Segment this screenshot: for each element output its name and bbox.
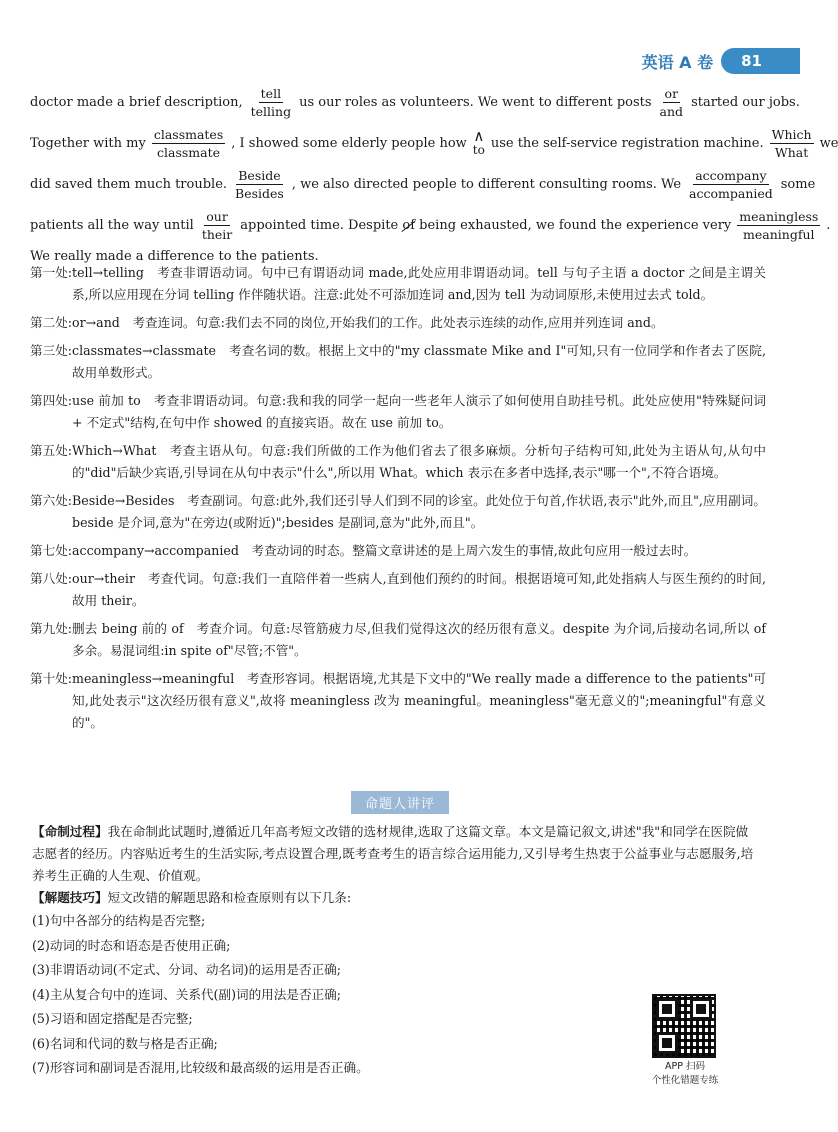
tip-item: (5)习语和固定搭配是否完整;	[32, 1011, 193, 1026]
correction-mark	[687, 168, 775, 201]
tip-item: (6)名词和代词的数与格是否正确;	[32, 1035, 218, 1051]
item-label: 第一处:	[30, 265, 73, 280]
correction-mark	[737, 209, 820, 242]
item-label: 第八处:	[30, 571, 73, 586]
passage-text: appointed time. Despite	[240, 217, 399, 233]
passage-line	[30, 164, 816, 205]
corrected-word: accompanied	[689, 186, 773, 201]
passage-text: being exhausted, we found the experience very	[419, 217, 732, 233]
corrected-word: classmate	[157, 145, 221, 160]
process-label: 【命制过程】	[32, 824, 108, 839]
passage-line	[30, 123, 838, 164]
tip-item: (4)主从复合句中的连词、关系代(副)词的用法是否正确;	[32, 986, 341, 1002]
item-text: Which→What 考查主语从句。句意:我们所做的工作为他们省去了很多麻烦。分析句子结构可知,此处为主语从句,从句中的"did"后缺少宾语,引导词在从句中表示"什么",所以用 What。which 表示在多者中选择,表示"哪一个",不符合语境。	[72, 443, 766, 480]
correction-mark	[658, 86, 686, 119]
item-label: 第五处:	[30, 443, 73, 458]
error-explanations	[30, 262, 766, 740]
original-word: Which	[771, 127, 812, 142]
original-word: accompany	[695, 168, 767, 183]
item-label: 第十处:	[30, 671, 73, 686]
explanation-item	[30, 262, 766, 306]
item-text: Beside→Besides 考查副词。句意:此外,我们还引导人们到不同的诊室。此处位于句首,作状语,表示"此外,而且",应用副词。beside 是介词,意为"在旁边(或附近)";besides 是副词,意为"此外,而且"。	[72, 493, 766, 530]
item-text: tell→telling 考查非谓语动词。句中已有谓语动词 made,此处应用非谓语动词。tell 与句子主语 a doctor 之间是主谓关系,所以应用现在分词 telling 作伴随状语。注意:此处不可添加连词 and,因为 tell 为动词原形,未使用过去式 told。	[72, 265, 766, 302]
explanation-item	[30, 540, 766, 562]
inserted-word: to	[472, 143, 485, 158]
tips-label: 【解题技巧】	[32, 890, 108, 905]
passage-text: , I showed some elderly people how	[231, 135, 467, 151]
correction-mark	[770, 127, 814, 160]
correction-mark	[200, 209, 234, 242]
passage-line	[30, 205, 831, 246]
passage-text: us our roles as volunteers. We went to different posts	[299, 94, 652, 110]
corrected-word: telling	[250, 104, 292, 119]
passage-text: patients all the way until	[30, 217, 194, 233]
page-number: 81	[721, 48, 800, 74]
original-word: or	[664, 86, 679, 101]
item-label: 第七处:	[30, 543, 73, 558]
item-label: 第二处:	[30, 315, 73, 330]
passage-text: did saved them much trouble.	[30, 176, 228, 192]
passage-text: use the self-service registration machine.	[490, 135, 764, 151]
original-word: Beside	[238, 168, 281, 183]
process-paragraph	[32, 821, 760, 887]
item-text: meaningless→meaningful 考查形容词。根据语境,尤其是下文中的"We really made a difference to the patients"可知,此处表示"这次经历很有意义",故将 meaningless 改为 meaningful。meaningless"毫无意义的";meaningful"有意义的"。	[72, 671, 766, 730]
corrected-word: their	[201, 227, 233, 242]
process-text: 我在命制此试题时,遵循近几年高考短文改错的选材规律,选取了这篇文章。本文是篇记叙文,讲述"我"和同学在医院做志愿者的经历。内容贴近考生的生活实际,考点设置合理,既考查考生的语言综合运用能力,又引导考生热衷于公益事业与志愿服务,培养考生正确的人生观、价值观。	[32, 824, 754, 883]
passage-text: Together with my	[30, 135, 146, 151]
item-label: 第三处:	[30, 343, 73, 358]
item-label: 第四处:	[30, 393, 73, 408]
qr-caption: 个性化错题专练	[651, 1075, 719, 1086]
tips-intro-text: 短文改错的解题思路和检查原则有以下几条:	[107, 890, 352, 905]
passage-text: doctor made a brief description,	[30, 94, 243, 110]
tip-item: (1)句中各部分的结构是否完整;	[32, 913, 206, 928]
original-word: our	[206, 209, 228, 224]
explanation-item	[30, 568, 766, 612]
qr-code-icon[interactable]	[652, 994, 716, 1058]
tip-item: (3)非谓语动词(不定式、分词、动名词)的运用是否正确;	[32, 962, 341, 977]
explanation-item	[30, 340, 766, 384]
tips-intro	[32, 887, 760, 909]
item-text: our→their 考查代词。句意:我们一直陪伴着一些病人,直到他们预约的时间。根据语境可知,此处指病人与医生预约的时间,故用 their。	[72, 571, 766, 608]
original-word: meaningless	[739, 209, 819, 224]
correction-mark	[152, 127, 225, 160]
item-text: 删去 being 前的 of 考查介词。句意:尽管筋疲力尽,但我们觉得这次的经历很有意义。despite 为介词,后接动名词,所以 of 多余。易混词组:in spite of"尽管;不管"。	[72, 621, 766, 658]
passage-text: started our jobs.	[691, 94, 800, 110]
passage-text: We really made a difference to the patients.	[30, 249, 319, 265]
corrected-word: and	[659, 104, 684, 119]
explanation-item	[30, 618, 766, 662]
item-text: use 前加 to 考查非谓语动词。句意:我和我的同学一起向一些老年人演示了如何使用自助挂号机。此处应使用"特殊疑问词 + 不定式"结构,在句中作 showed 的直接宾语。故在 use 前加 to。	[72, 393, 766, 430]
commentary-section	[32, 821, 760, 1081]
page-header	[642, 46, 800, 76]
item-text: or→and 考查连词。句意:我们去不同的岗位,开始我们的工作。此处表示连续的动作,应用并列连词 and。	[72, 315, 664, 330]
original-word: tell	[260, 86, 282, 101]
passage-line	[30, 82, 800, 123]
commentary-banner	[0, 791, 800, 814]
section-title: 英语 A 卷	[641, 52, 714, 72]
explanation-item	[30, 668, 766, 734]
item-label: 第六处:	[30, 493, 73, 508]
corrected-word: What	[774, 145, 809, 160]
explanation-item	[30, 312, 766, 334]
passage-text: .	[826, 217, 831, 233]
explanation-item	[30, 390, 766, 434]
passage-text: , we also directed people to different consulting rooms. We	[291, 176, 682, 192]
deleted-word: of	[402, 217, 416, 233]
banner-label: 命题人讲评	[351, 791, 449, 814]
explanation-item	[30, 490, 766, 534]
item-text: accompany→accompanied 考查动词的时态。整篇文章讲述的是上周六发生的事情,故此句应用一般过去时。	[72, 543, 697, 558]
corrected-word: meaningful	[743, 227, 815, 242]
corrected-passage	[30, 82, 838, 268]
passage-text: we	[819, 135, 838, 151]
qr-caption: APP 扫码	[665, 1061, 705, 1072]
item-label: 第九处:	[30, 621, 73, 636]
corrected-word: Besides	[235, 186, 284, 201]
item-text: classmates→classmate 考查名词的数。根据上文中的"my classmate Mike and I"可知,只有一位同学和作者去了医院,故用单数形式。	[72, 343, 766, 380]
original-word: classmates	[153, 127, 224, 142]
explanation-item	[30, 440, 766, 484]
caret-icon: ∧	[473, 127, 485, 146]
correction-mark	[249, 86, 293, 119]
correction-mark	[233, 168, 286, 201]
insertion-mark	[473, 129, 485, 157]
tip-item: (2)动词的时态和语态是否使用正确;	[32, 937, 231, 953]
tip-item: (7)形容词和副词是否混用,比较级和最高级的运用是否正确。	[32, 1060, 369, 1075]
passage-text: some	[780, 176, 816, 192]
